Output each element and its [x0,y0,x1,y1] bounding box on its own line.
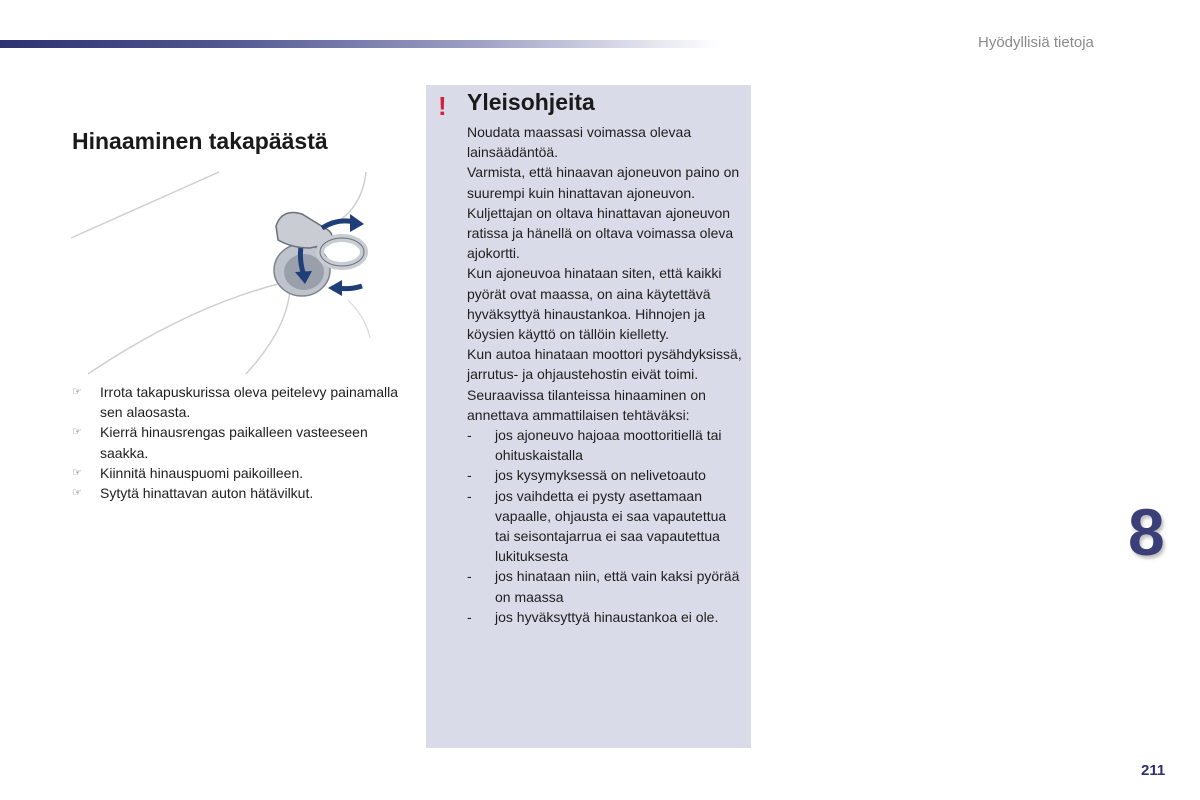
paragraph: Kun ajoneuvoa hinataan siten, että kaikki pyörät ovat maassa, on aina käytettävä hyväksyttyä hinaustankoa. Hihnojen ja köysien käyttö on tällöin kielletty. [467,265,722,343]
list-item [467,465,742,485]
paragraph: Kuljettajan on oltava hinattavan ajoneuvon ratissa ja hänellä on oltava voimassa oleva ajokortti. [467,204,734,262]
dash-marker: - [467,608,472,625]
paragraph: Kun autoa hinataan moottori pysähdyksissä, jarrutus- ja ohjaustehostin eivät toimi. [467,346,742,383]
step-text: Kierrä hinausrengas paikalleen vasteeseen saakka. [100,424,368,461]
list-item-text: jos hinataan niin, että vain kaksi pyörää on maassa [495,568,740,605]
dash-marker: - [467,467,472,484]
pointing-hand-icon: ☞ [72,487,82,500]
box-title: Yleisohjeita [467,89,595,115]
paragraph: Varmista, että hinaavan ajoneuvon paino on suurempi kuin hinattavan ajoneuvon. [467,164,740,201]
section-title: Hyödyllisiä tietoja [978,34,1094,51]
instruction-steps [72,382,402,503]
chapter-number: 8 [1128,495,1165,569]
dash-marker: - [467,487,472,504]
list-item [72,483,402,503]
pointing-hand-icon: ☞ [72,426,82,439]
paragraph: Seuraavissa tilanteissa hinaaminen on annettava ammattilaisen tehtäväksi: [467,386,706,423]
step-text: Kiinnitä hinauspuomi paikoilleen. [100,464,304,481]
pointing-hand-icon: ☞ [72,466,82,479]
list-item [467,486,742,567]
page-heading: Hinaaminen takapäästä [72,128,328,154]
step-text: Irrota takapuskurissa oleva peitelevy painamalla sen alaosasta. [100,384,399,421]
list-item [72,382,402,422]
list-item [467,607,742,627]
general-instructions-box [426,85,751,748]
page-number: 211 [1141,762,1166,779]
step-text: Sytytä hinattavan auton hätävilkut. [100,485,314,502]
header-gradient-bar [0,40,720,48]
pointing-hand-icon: ☞ [72,386,82,398]
list-item [467,425,742,465]
professional-cases-list [467,425,742,627]
list-item-text: jos vaihdetta ei pysty asettamaan vapaalle, ohjausta ei saa vapautettua tai seisontajarrua ei saa vapautettua lukituksesta [495,487,727,565]
list-item-text: jos hyväksyttyä hinaustankoa ei ole. [495,608,719,625]
towing-eye-illustration [66,168,372,378]
list-item-text: jos ajoneuvo hajoaa moottoritiellä tai ohituskaistalla [495,427,722,464]
list-item [72,422,402,462]
warning-exclamation-icon: ! [438,91,447,121]
list-item [72,463,402,483]
dash-marker: - [467,568,472,585]
list-item [467,566,742,606]
box-body [467,122,742,627]
dash-marker: - [467,427,472,444]
list-item-text: jos kysymyksessä on nelivetoauto [495,467,706,484]
paragraph: Noudata maassasi voimassa olevaa lainsäädäntöä. [467,124,692,161]
